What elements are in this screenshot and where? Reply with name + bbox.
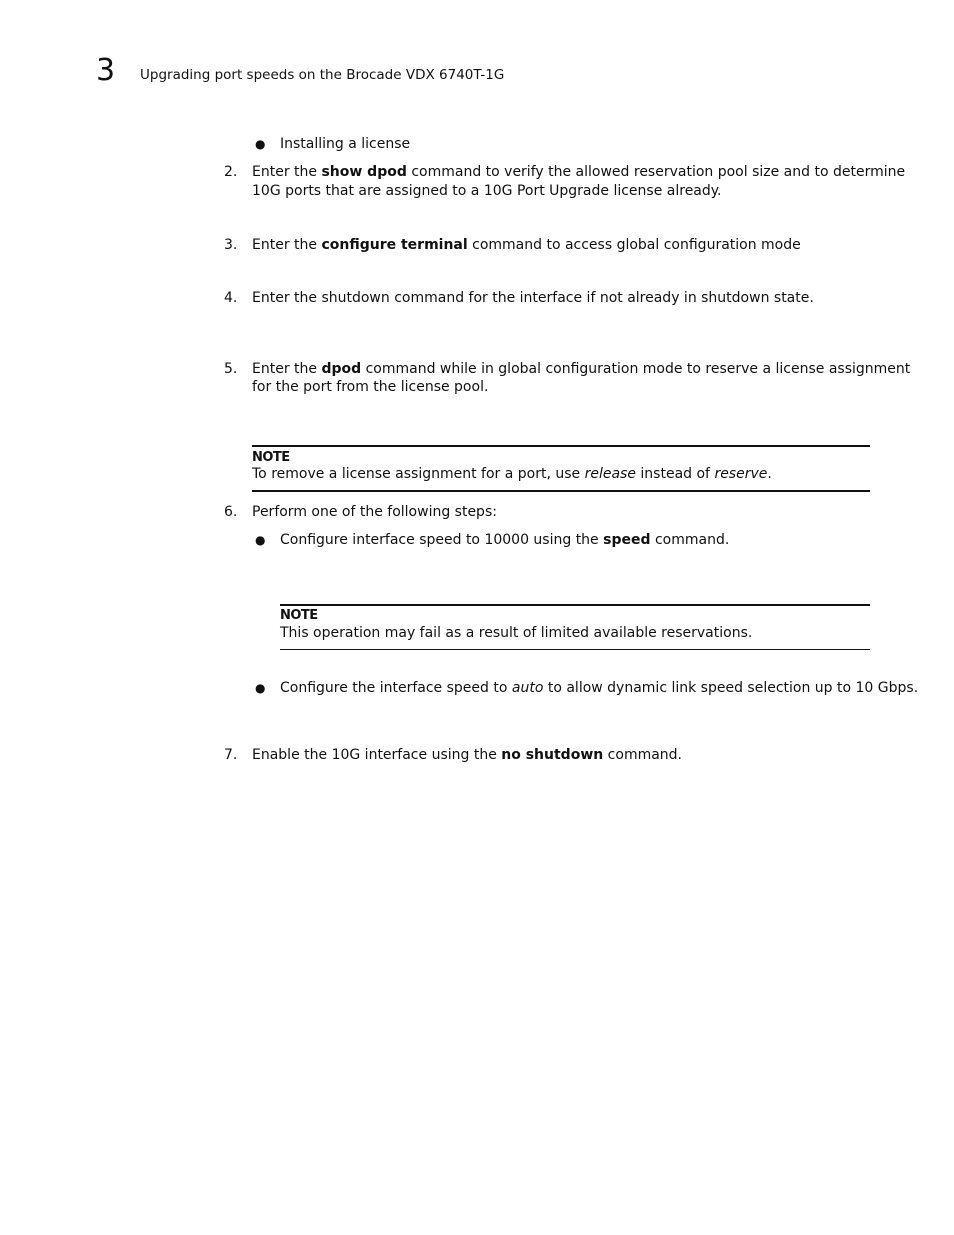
text: Configure interface speed to 10000 using the <box>280 532 604 548</box>
text: . <box>767 466 772 482</box>
text: Enable the 10G interface using the <box>252 747 502 763</box>
note-bottom-rule <box>252 490 870 492</box>
note-label: NOTE <box>280 608 318 623</box>
text: Enter the <box>252 361 322 377</box>
command-show-dpod: show dpod <box>321 164 407 180</box>
text: command while in global configuration mode to reserve a license assignment <box>361 361 911 377</box>
note-2-text: This operation may fail as a result of limited available reservations. <box>280 625 753 641</box>
command-no-shutdown: no shutdown <box>501 747 604 763</box>
step-number: 7. <box>224 747 238 763</box>
step-4-text: Enter the shutdown command for the interface if not already in shutdown state. <box>252 290 814 306</box>
note-top-rule <box>252 445 870 447</box>
note-1-text <box>252 465 772 484</box>
step-7-text <box>252 746 682 765</box>
command-configure-terminal: configure terminal <box>321 237 468 253</box>
text: instead of <box>635 466 715 482</box>
step-6-bullet-1 <box>280 531 729 550</box>
text: command to access global configuration mode <box>467 237 801 253</box>
step-2-line-2: 10G ports that are assigned to a 10G Port Upgrade license already. <box>252 183 722 199</box>
step-number: 3. <box>224 237 238 253</box>
emphasis-release: release <box>584 466 636 482</box>
emphasis-reserve: reserve <box>714 466 768 482</box>
chapter-number: 3 <box>96 53 116 88</box>
bullet-icon: ● <box>255 137 266 151</box>
step-number: 5. <box>224 361 238 377</box>
text: command to verify the allowed reservation pool size and to determine <box>406 164 906 180</box>
step-6-text: Perform one of the following steps: <box>252 504 497 520</box>
step-number: 6. <box>224 504 238 520</box>
text: To remove a license assignment for a port, use <box>252 466 585 482</box>
text: command. <box>603 747 683 763</box>
running-header-title: Upgrading port speeds on the Brocade VDX 6740T-1G <box>140 67 505 83</box>
note-label: NOTE <box>252 450 290 465</box>
step-number: 4. <box>224 290 238 306</box>
text: Configure the interface speed to <box>280 680 512 696</box>
emphasis-auto: auto <box>511 680 544 696</box>
bullet-icon: ● <box>255 681 266 695</box>
step-5-line-2: for the port from the license pool. <box>252 379 489 395</box>
bullet-icon: ● <box>255 533 266 547</box>
text: Enter the <box>252 164 322 180</box>
step-3-text <box>252 236 801 255</box>
step-5-line-1 <box>252 360 910 379</box>
bullet-installing-license: Installing a license <box>280 136 411 152</box>
command-speed: speed <box>603 532 651 548</box>
step-6-bullet-2 <box>280 679 918 698</box>
step-number: 2. <box>224 164 238 180</box>
note-top-rule <box>280 604 870 606</box>
text: to allow dynamic link speed selection up to 10 Gbps. <box>543 680 919 696</box>
step-2-line-1 <box>252 163 905 182</box>
note-bottom-rule <box>280 649 870 650</box>
command-dpod: dpod <box>321 361 362 377</box>
text: command. <box>650 532 730 548</box>
text: Enter the <box>252 237 322 253</box>
